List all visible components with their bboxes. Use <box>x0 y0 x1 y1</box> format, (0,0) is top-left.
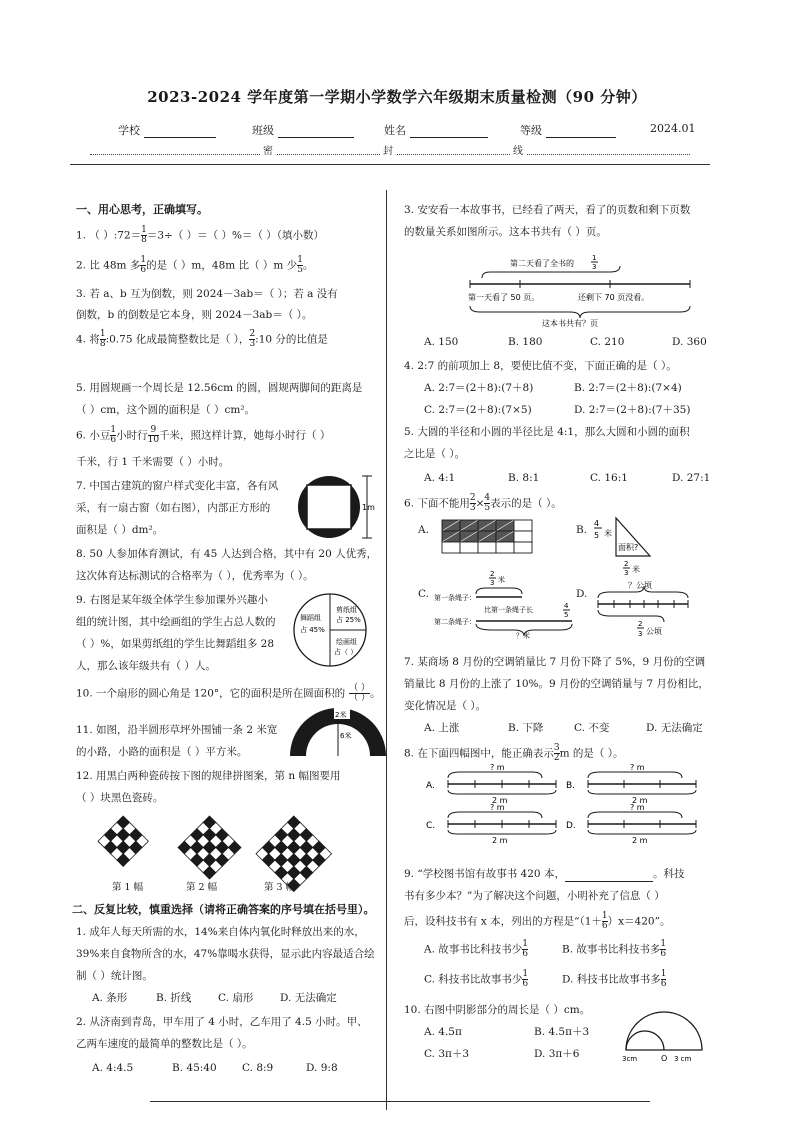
option[interactable]: B. 故事书比科技书多 $\frac{1}{6}$ <box>562 939 667 959</box>
q1-7: 7. 中国古建筑的窗户样式变化丰富，各有风 <box>76 480 279 492</box>
class-field[interactable]: 班级 <box>252 122 354 138</box>
brace-bottom <box>588 830 696 834</box>
brace-bottom <box>448 790 556 794</box>
option[interactable]: C. 8:9 <box>242 1062 274 1074</box>
option[interactable]: D. 2:7＝(2＋8):(7＋35) <box>574 404 691 416</box>
question-label: ? m <box>630 763 645 772</box>
q1-12: 12. 用黑白两种瓷砖按下图的规律拼图案，第 n 幅图要用 <box>76 770 341 782</box>
svg-text:5: 5 <box>564 611 569 619</box>
q1-7b: 采，有一扇古窗（如右图），内部正方形的 <box>76 502 271 514</box>
brace-bottom <box>588 790 696 794</box>
brace-top <box>448 772 542 778</box>
q1-8b: 这次体育达标测试的合格率为（ ），优秀率为（ ）。 <box>76 570 314 582</box>
q6-label-d[interactable]: D. <box>576 588 588 600</box>
q1-5b: （ ）cm，这个圆的面积是（ ）cm²。 <box>76 404 256 416</box>
q1-3b: 倒数，b 的倒数是它本身，则 2024－3ab＝（ ）。 <box>76 309 313 321</box>
section1-heading: 一、用心思考，正确填写。 <box>76 203 208 216</box>
q2-9: 9. “学校图书馆有故事书 420 本， 。科技 <box>404 868 685 880</box>
q2-8: 8. 在下面四幅图中，能正确表示 $\frac{3}{2}$ m 的是（ ）。 <box>404 743 624 763</box>
book-pages-diagram <box>460 254 700 326</box>
q2-1-options <box>92 990 360 1006</box>
option[interactable]: D. 9:8 <box>306 1062 338 1074</box>
q2-9b: 书有多少本？”为了解决这个问题，小明补充了信息（ ） <box>404 890 665 902</box>
shaded-grid-figure <box>442 520 538 556</box>
q1-9d: 人，那么该年级共有（ ）人。 <box>76 660 216 672</box>
school-field[interactable]: 学校 <box>118 122 216 138</box>
grid-cell <box>478 542 496 553</box>
brace-top <box>448 812 542 818</box>
q2-3-options <box>424 334 732 350</box>
q1-2: 2. 比 48m 多 $\frac{1}{6}$ 的是（ ）m，48m 比（ ）m 少 $\frac{1}{5}$ 。 <box>76 255 314 275</box>
segment-option-4 <box>566 803 696 845</box>
column-divider <box>386 190 387 1110</box>
q2-3b: 的数量关系如图所示。这本书共有（ ）页。 <box>404 226 607 238</box>
seal-feng: 封 <box>380 142 396 157</box>
option[interactable]: C. 2:7＝(2＋8):(7×5) <box>424 404 532 416</box>
question-label: ? m <box>490 803 505 812</box>
option[interactable]: C. 16:1 <box>590 472 628 484</box>
q2-3: 3. 安安看一本故事书，已经看了两天，看了的页数和剩下页数 <box>404 204 691 216</box>
section2-heading: 二、反复比较，慎重选择（请将正确答案的序号填在括号里）。 <box>72 903 375 916</box>
q6-label-b[interactable]: B. <box>576 524 588 536</box>
length-label: 2 m <box>632 836 648 845</box>
option[interactable]: B. 45:40 <box>172 1062 217 1074</box>
q2-2-options <box>92 1060 366 1076</box>
q1-5: 5. 用圆规画一个周长是 12.56cm 的圆，圆规两脚间的距离是 <box>76 382 363 394</box>
svg-text:3: 3 <box>638 630 643 638</box>
fraction: $\frac{1}{8}$ <box>141 225 147 245</box>
option[interactable]: B. 下降 <box>508 722 544 734</box>
fig3-label: 第 3 幅 <box>264 882 296 893</box>
svg-text:1: 1 <box>592 254 597 262</box>
option[interactable]: C. 扇形 <box>218 992 254 1004</box>
pie-label-cut-pct: 占 25% <box>336 616 361 624</box>
grade-field[interactable]: 等级 <box>520 122 616 138</box>
q1-1: 1. （ ）:72＝ $\frac{1}{8}$ ＝3÷（ ）＝（ ）%＝（ ）（填小数） <box>76 225 325 245</box>
diagram-day1-label: 第一天看了 50 页。 <box>468 293 540 302</box>
pie-label-cut: 剪纸组 <box>336 606 357 614</box>
segment-options-figure <box>426 763 696 845</box>
q2-7-options <box>424 720 726 736</box>
header-rule <box>70 164 710 165</box>
option[interactable]: D. 27:1 <box>672 472 711 484</box>
q2-5: 5. 大圆的半径和小圆的半径比是 4:1，那么大圆和小圆的面积 <box>404 426 690 438</box>
svg-text:米: 米 <box>498 576 505 584</box>
q2-10: 10. 右图中阴影部分的周长是（ ）cm。 <box>404 1004 591 1016</box>
q1-9b: 组的统计图，其中绘画组的学生占总人数的 <box>76 616 276 628</box>
segment-option-1 <box>426 763 556 805</box>
svg-text:2: 2 <box>490 570 495 578</box>
q1-12b: （ ）块黑色瓷砖。 <box>76 792 164 804</box>
option[interactable]: B. 180 <box>508 336 543 348</box>
option[interactable]: C. 210 <box>590 336 625 348</box>
option[interactable]: A. 4:4.5 <box>92 1062 134 1074</box>
seal-mi: 密 <box>260 142 276 157</box>
q1-6b: 千米，行 1 千米需要（ ）小时。 <box>76 456 230 468</box>
svg-text:米: 米 <box>632 565 640 574</box>
brace-bottom <box>448 830 556 834</box>
grid-cell <box>514 520 532 531</box>
option-letter: C. <box>426 821 436 831</box>
grid-cell <box>496 542 514 553</box>
option[interactable]: C. 3π＋3 <box>424 1048 470 1060</box>
grid-cell <box>514 531 532 542</box>
dim-label: 1m <box>362 503 375 512</box>
pie-label-draw: 绘画组 <box>336 638 357 646</box>
brace-top <box>588 772 682 778</box>
pie-label-dance-pct: 占 45% <box>300 626 325 634</box>
q2-2b: 乙两车速度的最简单的整数比是（ ）。 <box>76 1038 253 1050</box>
q1-10: 10. 一个扇形的圆心角是 120°，它的面积是所在圆面积的 （ ） （ ） 。 <box>76 683 381 703</box>
svg-text:5: 5 <box>594 531 600 540</box>
seal-xian: 线 <box>510 142 526 157</box>
fig1-label: 第 1 幅 <box>112 882 144 893</box>
q1-6: 6. 小豆 $\frac{1}{6}$ 小时行 $\frac{9}{10}$ 千米，照这样计算，她每小时行（ ） <box>76 425 331 445</box>
q2-1c: 制（ ）统计图。 <box>76 970 153 982</box>
q2-7c: 变化情况是（ ）。 <box>404 700 487 712</box>
grid-cell <box>442 542 460 553</box>
svg-text:4: 4 <box>594 519 600 528</box>
exam-date: 2024.01 <box>650 122 696 135</box>
q2-1: 1. 成年人每天所需的水，14%来自体内氧化时释放出来的水， <box>76 926 365 938</box>
radius-label: 6米 <box>340 732 352 740</box>
option[interactable]: B. 2:7＝(2＋8):(7×4) <box>574 382 682 394</box>
option-letter: A. <box>426 781 435 791</box>
option[interactable]: D. 无法确定 <box>646 722 703 734</box>
rope2-label: 第二条绳子： <box>434 618 476 626</box>
rope1-label: 第一条绳子： <box>434 594 476 602</box>
q2-7: 7. 某商场 8 月份的空调销量比 7 月份下降了 5%，9 月份的空调 <box>404 656 706 668</box>
q2-9c: 后，设科技书有 x 本，列出的方程是“（1＋ $\frac{1}{6}$ ）x＝420”。 <box>404 911 671 931</box>
option[interactable]: A. 条形 <box>92 992 128 1004</box>
option[interactable]: A. 4.5π <box>424 1026 462 1038</box>
svg-text:？公顷: ？公顷 <box>628 581 652 590</box>
option-letter: B. <box>566 781 576 791</box>
q1-11: 11. 如图，沿半圆形草坪外围铺一条 2 米宽 <box>76 724 278 736</box>
name-field[interactable]: 姓名 <box>384 122 488 138</box>
svg-text:3: 3 <box>490 579 495 587</box>
option[interactable]: D. 360 <box>672 336 707 348</box>
q1-9c: （ ）%，如果剪纸组的学生比舞蹈组多 28 <box>76 638 275 650</box>
svg-text:4: 4 <box>564 602 569 610</box>
svg-text:公顷: 公顷 <box>646 627 662 636</box>
diagram-total-label: 这本书共有？页 <box>542 319 598 328</box>
q2-5-options <box>424 470 732 486</box>
option[interactable]: C. 科技书比故事书少 $\frac{1}{6}$ <box>424 969 529 989</box>
option[interactable]: D. 科技书比故事书多 $\frac{1}{6}$ <box>562 969 667 989</box>
segment-option-3 <box>426 803 556 845</box>
option[interactable]: A. 上涨 <box>424 722 460 734</box>
option-letter: D. <box>566 821 576 831</box>
q1-8: 8. 50 人参加体育测试，有 45 人达到合格，其中有 20 人优秀， <box>76 548 378 560</box>
q2-5b: 之比是（ ）。 <box>404 448 466 460</box>
semicircle-path-figure <box>288 704 388 758</box>
area-label: 面积? <box>618 543 639 552</box>
option[interactable]: A. 故事书比科技书少 $\frac{1}{6}$ <box>424 939 528 959</box>
path-width-label: 2米 <box>335 711 347 719</box>
length-label: 2 m <box>492 836 508 845</box>
diagram-top-label: 第二天看了全书的 <box>510 259 574 268</box>
option[interactable]: C. 不变 <box>574 722 610 734</box>
q2-1b: 39%来自食物所含的水，47%靠喝水获得，显示此内容最适合绘 <box>76 948 375 960</box>
q1-9: 9. 右图是某年级全体学生参加课外兴趣小 <box>76 594 268 606</box>
ratio-label: 比第一条绳子长 <box>484 606 533 614</box>
length-label: 2 m <box>492 796 508 805</box>
svg-text:3: 3 <box>624 569 629 577</box>
grid-cell <box>514 542 532 553</box>
semicircle-shaded-figure <box>622 1008 712 1064</box>
q2-6: 6. 下面不能用 $\frac{2}{3}$ × $\frac{4}{5}$ 表示的是（ ）。 <box>404 493 562 513</box>
svg-text:2: 2 <box>638 620 643 628</box>
tile-figure-1 <box>98 816 148 866</box>
fig2-label: 第 2 幅 <box>186 882 218 893</box>
segment-option-2 <box>566 763 696 805</box>
diagram-rest-label: 还剩下 70 页没看。 <box>578 293 650 302</box>
option[interactable]: A. 2:7＝(2＋8):(7＋8) <box>424 382 534 394</box>
svg-text:O: O <box>661 1054 668 1063</box>
q1-4: 4. 将 $\frac{1}{8}$ :0.75 化成最简整数比是（ ）， $\frac{2}{3}$ :10 分的比值是 <box>76 329 328 349</box>
q2-2: 2. 从济南到青岛，甲车用了 4 小时，乙车用了 4.5 小时。甲、 <box>76 1016 368 1028</box>
option[interactable]: B. 8:1 <box>508 472 540 484</box>
option[interactable]: B. 折线 <box>156 992 192 1004</box>
option[interactable]: B. 4.5π＋3 <box>534 1026 590 1038</box>
option[interactable]: A. 4:1 <box>424 472 456 484</box>
seal-line <box>90 142 690 155</box>
q6-label-c[interactable]: C. <box>418 588 429 600</box>
q1-11b: 的小路，小路的面积是（ ）平方米。 <box>76 746 248 758</box>
footer-rule <box>150 1101 650 1102</box>
pie-label-draw-pct: 占（ ） <box>334 648 358 656</box>
q1-3: 3. 若 a、b 互为倒数，则 2024－3ab＝（ ）；若 a 没有 <box>76 288 338 300</box>
page-title: 2023-2024 学年度第一学期小学数学六年级期末质量检测（90 分钟） <box>147 88 647 106</box>
rope-diagram <box>432 566 592 638</box>
length-label: 2 m <box>632 796 648 805</box>
q2-4: 4. 2:7 的前项加上 8，要使比值不变，下面正确的是（ ）。 <box>404 360 677 372</box>
pie-chart <box>292 592 368 668</box>
svg-text:3cm: 3cm <box>622 1055 638 1063</box>
question-label: ? m <box>490 763 505 772</box>
tile-figure-2 <box>178 816 241 879</box>
triangle-figure <box>594 512 664 576</box>
question-label: ? m <box>630 803 645 812</box>
hectare-diagram <box>596 582 692 638</box>
option[interactable]: D. 3π＋6 <box>534 1048 580 1060</box>
svg-text:3 cm: 3 cm <box>674 1055 692 1063</box>
svg-text:米: 米 <box>604 529 612 538</box>
window-figure <box>296 474 376 540</box>
grid-cell <box>460 542 478 553</box>
svg-text:？米: ？米 <box>516 632 530 640</box>
svg-text:3: 3 <box>592 263 597 271</box>
q1-7c: 面积是（ ）dm²。 <box>76 524 164 536</box>
option[interactable]: A. 150 <box>424 336 459 348</box>
pie-label-dance: 舞蹈组 <box>300 614 321 622</box>
q2-7b: 销量比 8 月份的上涨了 10%。9 月份的空调销量与 7 月份相比， <box>404 678 709 690</box>
q6-label-a[interactable]: A. <box>418 524 429 536</box>
svg-text:2: 2 <box>624 560 629 568</box>
brace-top <box>588 812 682 818</box>
option[interactable]: D. 无法确定 <box>280 992 337 1004</box>
tile-pattern-figures <box>90 812 380 878</box>
